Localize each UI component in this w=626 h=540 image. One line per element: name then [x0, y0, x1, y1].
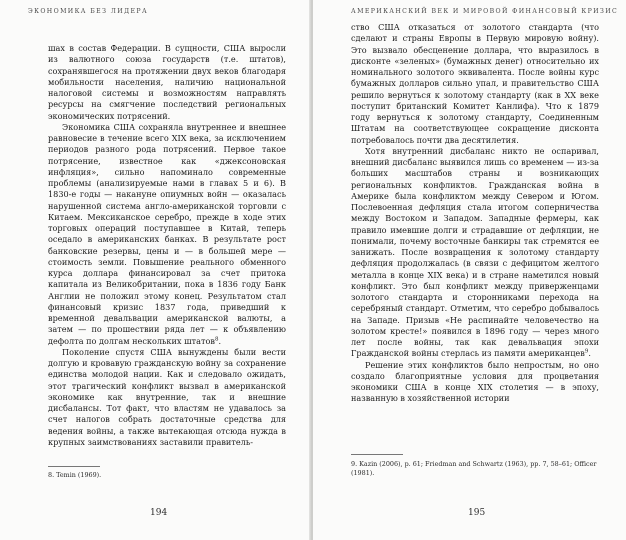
running-head: АМЕРИКАНСКИЙ ВЕК И МИРОВОЙ ФИНАНСОВЫЙ КРИЗИС — [351, 8, 619, 15]
page-number: 195 — [468, 508, 486, 518]
paragraph: Решение этих конфликтов было непростым, но оно создало благоприятные условия для процветания экономики США в конце XIX столетия — в эпоху, названную в хозяйственной истории — [351, 359, 599, 404]
footnote: 9. Kazin (2006), p. 61; Friedman and Schwartz (1963), pp. 7, 58–61; Officer (1981). — [351, 460, 597, 477]
body-text — [351, 22, 599, 405]
paragraph-text: Экономика США сохраняла внутреннее и внешнее равновесие в течение всего XIX века, за исключением периодов разного рода потрясений. Первое такое потрясение, известное как «джексоновская инфляция», сильно напоминало современные проблемы (анализируемые нами в главах 5 и 6). В 1830-е годы — накануне опиумных войн — оказалась нарушенной система англо-американской торговли с Китаем. Мексиканское серебро, прежде в ходе этих торговых операций поступавшее в Китай, теперь оседало в американских банках. В результате рост банковские резервы, цены и — в большей мере — стоимость земли. Повышение реального обменного курса доллара финансировал за счет притока капитала из Великобритании, пока в 1836 году Банк Англии не положил этому конец. Результатом стал финансовый кризис 1837 года, приведший к временной девальвации американской валюты, а затем — по прошествии ряда лет — к объявлению дефолта по долгам нескольких штатов — [48, 121, 286, 346]
paragraph-text: Хотя внутренний дисбаланс никто не оспаривал, внешний дисбаланс выявился лишь со временем — из-за больших масштабов страны и возникающих региональных конфликтов. Гражданская война в Америке была конфликтом между Севером и Югом. Послевоенная дефляция стала итогом соперничества между Востоком и Западом. Западные фермеры, как правило имевшие долги и страдавшие от дефляции, не понимали, почему восточные банкиры так стремятся ее занижать. После возвращения к золотому стандарту дефляция продолжалась (в связи с дефицитом желтого металла в конце XIX века) и в стране наметился новый конфликт. Это был конфликт между приверженцами золотого стандарта и сторонниками перехода на серебряный стандарт. Отметим, что серебро добывалось на Западе. Призыв «Не распинайте человечество на золотом кресте!» появился в 1896 году — через много лет после войны, так как девальвация эпохи Гражданской войны стерлась из памяти американцев — [351, 145, 599, 359]
paragraph: шах в состав Федерации. В сущности, США выросли из валютного союза государств (т.е. штатов), сохранявшегося на протяжении двух веков благодаря мобильности населения, наличию национальной налоговой системы и возможностям направлять ресурсы на смягчение последствий региональных экономических потрясений. — [48, 43, 286, 121]
right-page — [313, 0, 626, 540]
paragraph: Поколение спустя США вынуждены были вести долгую и кровавую гражданскую войну за сохранение единства молодой нации. Как и следовало ожидать, этот трагический конфликт вызвал в американской экономике как внутренние, так и внешние дисбалансы. Тот факт, что властям не удавалось за счет налогов собрать достаточные средства для ведения войны, а также вытекающая отсюда нужда в крупных заимствованиях заставили правитель- — [48, 346, 286, 447]
footnote-ref: 8 — [214, 335, 219, 342]
footnote-ref: 9 — [584, 348, 589, 355]
running-head: ЭКОНОМИКА БЕЗ ЛИДЕРА — [28, 8, 149, 15]
paragraph: Экономика США сохраняла внутреннее и внешнее равновесие в течение всего XIX века, за исключением периодов разного рода потрясений. Первое такое потрясение, известное как «джексоновская инфляция», сильно напоминало современные проблемы (анализируемые нами в главах 5 и 6). В 1830-е годы — накануне опиумных войн — оказалась нарушенной система англо-американской торговли с Китаем. Мексиканское серебро, прежде в ходе этих торговых операций поступавшее в Китай, теперь оседало в американских банках. В результате рост банковские резервы, цены и — в большей мере — стоимость земли. Повышение реального обменного курса доллара финансировал за счет притока капитала из Великобритании, пока в 1836 году Банк Англии не положил этому конец. Результатом стал финансовый кризис 1837 года, приведший к временной девальвации американской валюты, а затем — по прошествии ряда лет — к объявлению дефолта по долгам нескольких штатов$^8$. — [48, 121, 286, 346]
page-number: 194 — [150, 508, 168, 518]
body-text — [48, 43, 286, 448]
footnote: 8. Temin (1969). — [48, 471, 102, 479]
left-page — [0, 0, 311, 540]
paragraph: Хотя внутренний дисбаланс никто не оспаривал, внешний дисбаланс выявился лишь со временем — из-за больших масштабов страны и возникающих региональных конфликтов. Гражданская война в Америке была конфликтом между Севером и Югом. Послевоенная дефляция стала итогом соперничества между Востоком и Западом. Западные фермеры, как правило имевшие долги и страдавшие от дефляции, не понимали, почему восточные банкиры так стремятся ее занижать. После возвращения к золотому стандарту дефляция продолжалась (в связи с дефицитом желтого металла в конце XIX века) и в стране наметился новый конфликт. Это был конфликт между приверженцами золотого стандарта и сторонниками перехода на серебряный стандарт. Отметим, что серебро добывалось на Западе. Призыв «Не распинайте человечество на золотом кресте!» появился в 1896 году — через много лет после войны, так как девальвация эпохи Гражданской войны стерлась из памяти американцев$^9$. — [351, 145, 599, 359]
footnote-rule — [351, 454, 403, 455]
paragraph: ство США отказаться от золотого стандарта (что сделают и страны Европы в Первую мировую войну). Это вызвало обесценение доллара, что выразилось в дисконте «зеленых» (бумажных денег) относительно их номинального золотого эквивалента. После войны курс бумажных долларов сильно упал, и правительство США решило вернуться к золотому стандарту (как в XX веке поступит британский Комитет Канлифа). Что к 1879 году вернуться к золотому стандарту, Соединенным Штатам на соответствующее сокращение дисконта потребовалось почти два десятилетия. — [351, 22, 599, 145]
footnote-rule — [48, 466, 100, 467]
